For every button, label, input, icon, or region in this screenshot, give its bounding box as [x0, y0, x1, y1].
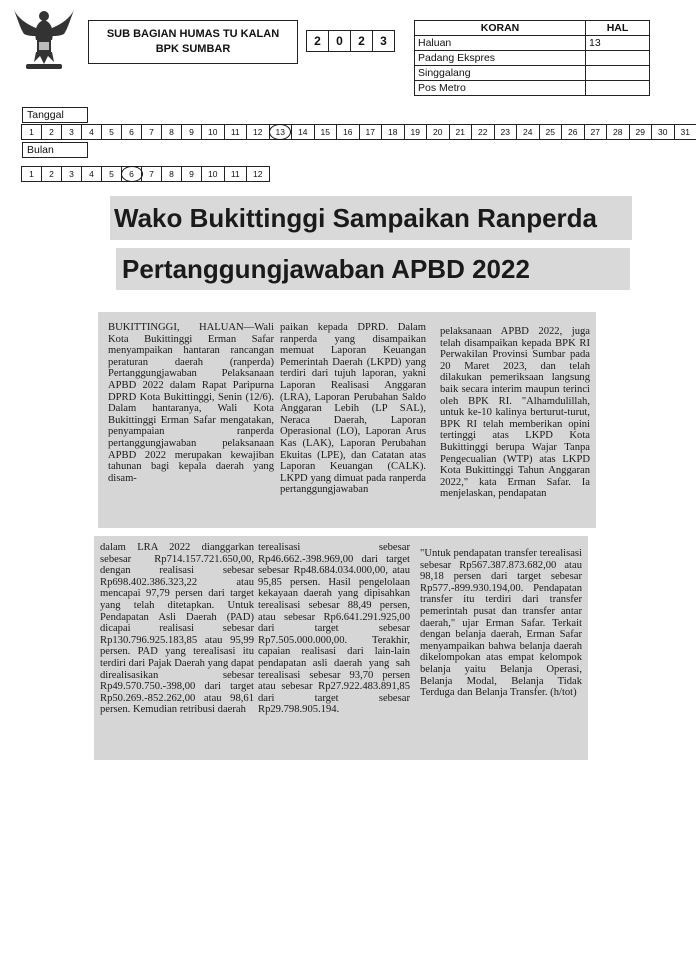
- day-cell: 2: [41, 124, 62, 140]
- article-column-bottom-3: "Untuk pendapatan transfer terealisasi sebesar Rp567.387.873.682,00 atau 98,18 persen dari target sebesar Rp577.-899.930.194,00. Pendapatan transfer itu terdiri dari transfer pemerintah pusat dan transfer antar daerah," ujar Erman Safar. Terkait dengan belanja daerah, Erman Safar menyampaikan bahwa belanja daerah dikelompokan atas empat kelompok belanja yaitu Belanja Operasi, Belanja Modal, Belanja Tidak Terduga dan Belanja Transfer. (h/tot): [420, 548, 582, 699]
- article-column-bottom-2: terealisasi sebesar Rp46.662.-398.969,00 dari target sebesar Rp48.684.034.000,00, atau 95,85 persen. Hasil pengelolaan kekayaan daerah yang dipisahkan terealisasi sebesar 88,49 persen, atau sebesar Rp6.641.291.925,00 dari target sebesar Rp7.505.000.000,00. Terakhir, capaian realisasi dari lain-lain pendapatan asli daerah yang sah terealisasi sebesar 93,70 persen atau sebesar Rp27.922.483.891,85 dari target sebesar Rp29.798.905.194.: [258, 542, 410, 716]
- newspaper-name: Singgalang: [415, 66, 586, 81]
- month-cell: 4: [81, 166, 102, 182]
- table-row: [415, 36, 650, 51]
- month-cell: 2: [41, 166, 62, 182]
- headline-line-1: Wako Bukittinggi Sampaikan Ranperda: [110, 196, 632, 240]
- garuda-emblem-icon: [12, 6, 76, 74]
- day-cell: 23: [494, 124, 518, 140]
- table-row: [415, 81, 650, 96]
- day-cell: 20: [426, 124, 450, 140]
- day-cell: 16: [336, 124, 360, 140]
- day-cell: 10: [201, 124, 225, 140]
- day-strip: [22, 124, 696, 140]
- newspaper-name: Haluan: [415, 36, 586, 51]
- day-cell: 5: [101, 124, 122, 140]
- year-boxes: [307, 30, 395, 52]
- day-cell: 12: [246, 124, 270, 140]
- day-cell: 22: [471, 124, 495, 140]
- newspaper-page: [586, 51, 650, 66]
- year-digit: 3: [372, 30, 395, 52]
- month-strip: [22, 166, 270, 182]
- article-column-top-1: BUKITTINGGI, HALUAN—Wali Kota Bukittinggi Erman Safar menyampaikan hantaran rancangan peraturan daerah (ranperda) Pertanggungjawaban Pelaksanaan APBD 2022 dalam Rapat Paripurna DPRD Kota Bukittinggi, Senin (12/6). Dalam hantaranya, Wali Kota Bukittinggi Erman Safar mengatakan, penyampaian ranperda pertanggungjawaban pelaksanaan APBD 2022 merupakan kewajiban tahunan bagi kepala daerah yang disam-: [108, 322, 274, 484]
- newspaper-page: 13: [586, 36, 650, 51]
- day-cell: 4: [81, 124, 102, 140]
- month-cell: 9: [181, 166, 202, 182]
- month-cell: 12: [246, 166, 270, 182]
- day-cell: 8: [161, 124, 182, 140]
- newspaper-name: Padang Ekspres: [415, 51, 586, 66]
- day-cell: 11: [224, 124, 248, 140]
- newspaper-page: [586, 81, 650, 96]
- day-cell: 18: [381, 124, 405, 140]
- day-cell: 27: [584, 124, 608, 140]
- day-cell: 21: [449, 124, 473, 140]
- day-cell: 25: [539, 124, 563, 140]
- bulan-label: Bulan: [22, 142, 88, 158]
- month-cell: 7: [141, 166, 162, 182]
- month-cell: 10: [201, 166, 225, 182]
- tanggal-label: Tanggal: [22, 107, 88, 123]
- day-cell: 13: [269, 124, 293, 140]
- year-digit: 0: [328, 30, 351, 52]
- month-cell: 3: [61, 166, 82, 182]
- day-cell: 31: [674, 124, 696, 140]
- agency-box: [88, 20, 298, 64]
- newspaper-name: Pos Metro: [415, 81, 586, 96]
- day-cell: 7: [141, 124, 162, 140]
- day-cell: 29: [629, 124, 653, 140]
- hal-header: HAL: [586, 21, 650, 36]
- month-cell: 6: [121, 166, 142, 182]
- year-digit: 2: [306, 30, 329, 52]
- article-column-bottom-1: dalam LRA 2022 dianggarkan sebesar Rp714.157.721.650,00, dengan realisasi sebesar Rp698.402.386.323,22 atau mencapai 97,79 persen dari target yang telah ditetapkan. Untuk Pendapatan Asli Daerah (PAD) dicapai realisasi sebesar Rp130.796.925.183,85 atau 95,99 persen. PAD yang terealisasi itu terdiri dari Pajak Daerah yang dapat direalisasikan sebesar Rp49.570.750.-398,00 dari target Rp50.269.-852.262,00 atau 98,61 persen. Kemudian retribusi daerah: [100, 542, 254, 716]
- day-cell: 15: [314, 124, 338, 140]
- day-cell: 3: [61, 124, 82, 140]
- day-cell: 24: [516, 124, 540, 140]
- day-cell: 30: [651, 124, 675, 140]
- month-cell: 5: [101, 166, 122, 182]
- month-cell: 1: [21, 166, 42, 182]
- day-cell: 6: [121, 124, 142, 140]
- newspaper-table: [414, 20, 650, 96]
- table-row: [415, 51, 650, 66]
- agency-line-1: SUB BAGIAN HUMAS TU KALAN: [106, 28, 280, 40]
- newspaper-page: [586, 66, 650, 81]
- day-cell: 9: [181, 124, 202, 140]
- day-cell: 17: [359, 124, 383, 140]
- headline-line-2: Pertanggungjawaban APBD 2022: [116, 248, 630, 290]
- koran-header: KORAN: [415, 21, 586, 36]
- agency-line-2: BPK SUMBAR: [155, 43, 231, 55]
- day-cell: 19: [404, 124, 428, 140]
- month-cell: 8: [161, 166, 182, 182]
- month-cell: 11: [224, 166, 248, 182]
- table-row: [415, 66, 650, 81]
- article-column-top-2: paikan kepada DPRD. Dalam ranperda yang disampaikan memuat Laporan Keuangan Pemerintah Daerah (LKPD) yang terdiri dari tujuh laporan, yakni Laporan Realisasi Anggaran (LRA), Laporan Perubahan Saldo Anggaran Lebih (LP SAL), Neraca Daerah, Laporan Operasional (LO), Laporan Arus Kas (LAK), Laporan Perubahan Ekuitas (LPE), dan Catatan atas Laporan Keuangan (CALK). LKPD yang dimuat pada ranperda pertanggungjawaban: [280, 322, 426, 496]
- year-digit: 2: [350, 30, 373, 52]
- article-column-top-3: pelaksanaan APBD 2022, juga telah disampaikan kepada BPK RI Perwakilan Provinsi Sumbar pada 20 Maret 2023, dan telah dilakukan pemeriksaan langsung baik secara interim maupun terinci oleh BPK RI. "Alhamdulillah, untuk ke-10 kalinya berturut-turut, BPK RI telah memberikan opini tertinggi atas LKPD Kota Bukittinggi berupa Wajar Tanpa Pengecualian (WTP) atas LKPD Kota Bukittinggi Tahun Anggaran 2022," kata Erman Safar. Ia menjelaskan, pendapatan: [440, 326, 590, 500]
- day-cell: 1: [21, 124, 42, 140]
- day-cell: 26: [561, 124, 585, 140]
- day-cell: 14: [291, 124, 315, 140]
- day-cell: 28: [606, 124, 630, 140]
